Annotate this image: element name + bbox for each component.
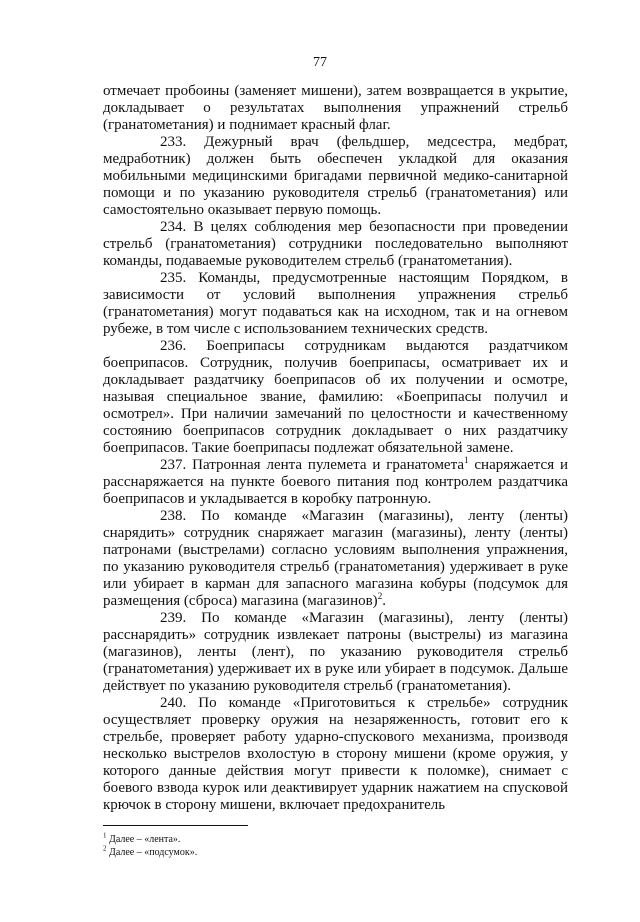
footnotes bbox=[103, 833, 568, 859]
page-number: 77 bbox=[313, 55, 327, 70]
footnote-2 bbox=[103, 846, 568, 859]
paragraph-235: 235. Команды, предусмотренные настоящим Порядком, в зависимости от условий выполнения упражнения стрельб (гранатометания) могут подаваться как на исходном, так и на огневом рубеже, в том числе с использованием технических средств. bbox=[103, 270, 568, 337]
footnote-mark-1: 1 bbox=[103, 831, 107, 840]
document-body bbox=[103, 83, 568, 814]
paragraph-238-text-end: . bbox=[382, 593, 386, 609]
footnote-1 bbox=[103, 833, 568, 846]
footnote-separator bbox=[103, 825, 248, 826]
paragraph-239: 239. По команде «Магазин (магазины), ленту (ленты) расснарядить» сотрудник извлекает патроны (выстрелы) из магазина (магазинов), ленты (лент), по указанию руководителя стрельб (гранатометания) удерживает их в руке или убирает в подсумок. Дальше действует по указанию руководителя стрельб (гранатометания). bbox=[103, 610, 568, 694]
paragraph-237 bbox=[103, 457, 568, 508]
paragraph-237-text-start: 237. Патронная лента пулемета и гранатомета bbox=[160, 457, 464, 473]
paragraph-236: 236. Боеприпасы сотрудникам выдаются раздатчиком боеприпасов. Сотрудник, получив боеприпасы, осматривает их и докладывает раздатчику боеприпасов об их получении и осмотре, называя специальное звание, фамилию: «Боеприпасы получил и осмотрел». При наличии замечаний по целостности и качественному состоянию боеприпасов сотрудник докладывает о них раздатчику боеприпасов. Такие боеприпасы подлежат обязательной замене. bbox=[103, 338, 568, 456]
paragraph-240: 240. По команде «Приготовиться к стрельбе» сотрудник осуществляет проверку оружия на незаряженность, готовит его к стрельбе, проверяет работу ударно-спускового механизма, производя несколько выстрелов вхолостую в сторону мишени (кроме оружия, у которого данные действия могут привести к поломке), снимает с боевого взвода курок или деактивирует ударник нажатием на спусковой крючок в сторону мишени, включает предохранитель bbox=[103, 695, 568, 813]
paragraph-continuation: отмечает пробоины (заменяет мишени), затем возвращается в укрытие, докладывает о результатах выполнения упражнений стрельб (гранатометания) и поднимает красный флаг. bbox=[103, 83, 568, 133]
paragraph-238-text: 238. По команде «Магазин (магазины), ленту (ленты) снарядить» сотрудник снаряжает магазин (магазины), ленту (ленты) патронами (выстрелами) согласно условиям выполнения упражнения, по указанию руководителя стрельб (гранатометания) удерживает в руке или убирает в карман для запасного магазина кобуры (подсумок для размещения (сброса) магазина (магазинов) bbox=[103, 508, 568, 609]
paragraph-237-text-end: снаряжается и расснаряжается на пункте боевого питания под контролем раздатчика боеприпасов и укладывается в коробку патронную. bbox=[103, 457, 569, 507]
footnote-text-1: Далее – «лента». bbox=[106, 834, 181, 845]
paragraph-234: 234. В целях соблюдения мер безопасности при проведении стрельб (гранатометания) сотрудники последовательно выполняют команды, подаваемые руководителем стрельб (гранатометания). bbox=[103, 219, 568, 269]
paragraph-233: 233. Дежурный врач (фельдшер, медсестра, медбрат, медработник) должен быть обеспечен укладкой для оказания мобильными медицинскими бригадами первичной медико-санитарной помощи и по указанию руководителя стрельб (гранатометания) или самостоятельно оказывает первую помощь. bbox=[103, 134, 568, 218]
footnote-ref-2: 2 bbox=[377, 591, 383, 601]
paragraph-238 bbox=[103, 508, 568, 610]
footnote-mark-2: 2 bbox=[103, 844, 107, 853]
footnote-ref-1: 1 bbox=[464, 455, 469, 465]
footnote-text-2: Далее – «подсумок». bbox=[106, 847, 198, 858]
